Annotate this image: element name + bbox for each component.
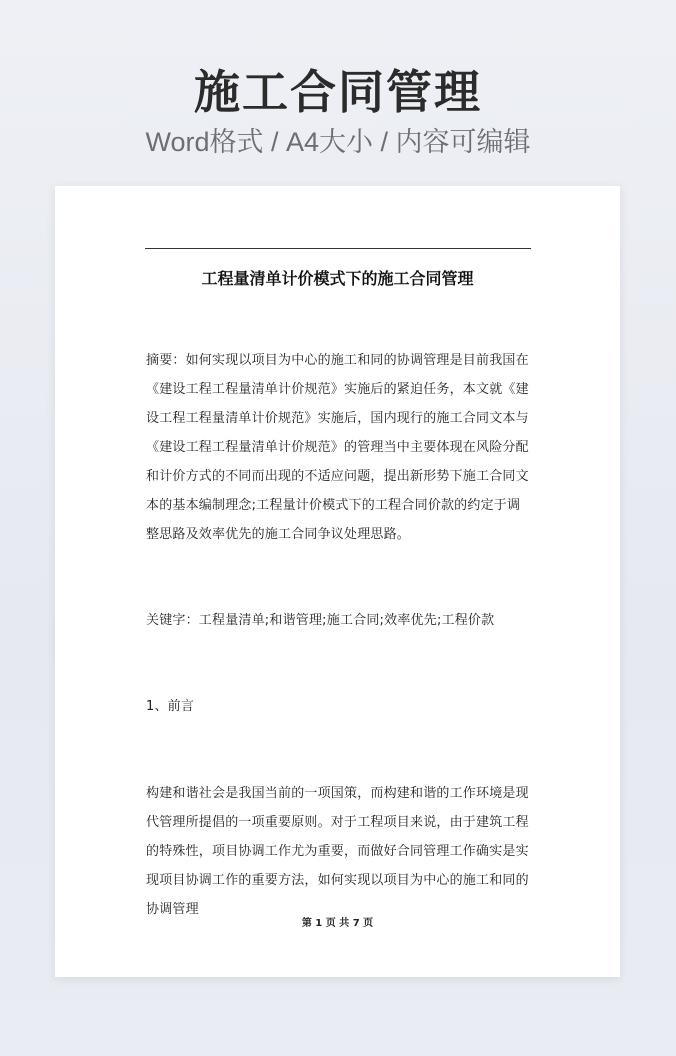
banner: [0, 62, 676, 160]
section-heading: 1、前言: [146, 699, 195, 714]
banner-subtitle: Word格式 / A4大小 / 内容可编辑: [145, 127, 531, 157]
document-page: [55, 186, 620, 977]
document-title: 工程量清单计价模式下的施工合同管理: [201, 269, 474, 288]
keywords-line: 关键字：工程量清单;和谐管理;施工合同;效率优先;工程价款: [146, 613, 495, 628]
intro-paragraph: 构建和谐社会是我国当前的一项国策，而构建和谐的工作环境是现代管理所提倡的一项重要原则。对于工程项目来说，由于建筑工程的特殊性，项目协调工作尤为重要，而做好合同管理工作确实是实现项目协调工作的重要方法，如何实现以项目为中心的施工和同的协调管理: [146, 786, 529, 917]
page-footer: 第 1 页 共 7 页: [301, 918, 374, 929]
header-rule: [145, 248, 531, 249]
abstract-paragraph: 摘要：如何实现以项目为中心的施工和同的协调管理是目前我国在《建设工程工程量清单计价规范》实施后的紧迫任务，本文就《建设工程工程量清单计价规范》实施后，国内现行的施工合同文本与《建设工程工程量清单计价规范》的管理当中主要体现在风险分配和计价方式的不同而出现的不适应问题，提出新形势下施工合同文本的基本编制理念;工程量计价模式下的工程合同价款的约定于调整思路及效率优先的施工合同争议处理思路。: [146, 353, 529, 542]
banner-title: 施工合同管理: [194, 65, 482, 119]
